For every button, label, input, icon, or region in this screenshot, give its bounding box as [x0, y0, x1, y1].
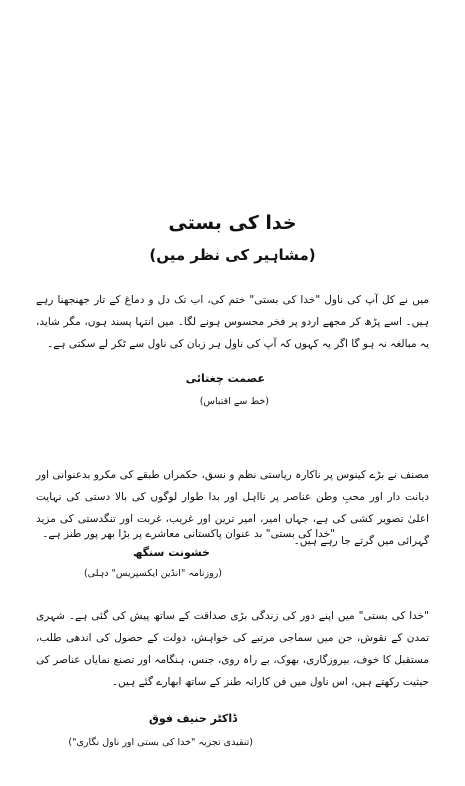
review-1-text: میں نے کل آپ کی ناول "خدا کی بستی" ختم کی، اب تک دل و دماغ کے تار جھنجھنا رہے ہیں۔ اسے پڑھ کر مجھے اردو پر فخر محسوس ہونے لگا۔ میں انتہا پسند ہوں، مگر شاید، یہ مبالغہ نہ ہو گا اگر یہ کہوں کہ آپ کی ناول ہر زبان کی ناول سے ٹکر لے سکتی ہے۔ — [36, 294, 429, 350]
review-2-text: مصنف نے بڑے کینوس پر ناکارہ ریاستی نظم و نسق، حکمراں طبقے کی مکرو بدعنوانی اور دیانت دار اور محبِ وطن عناصر پر نااہل اور بدا طوار لوگوں کی بالا دستی کی نہایت اعلیٰ تصویر کشی کی ہے، جہاں امیر، امیر ترین اور غریب، غربت اور تنگدستی کی مزید گہرائی میں گرتے جا رہے ہیں۔ — [36, 469, 429, 547]
review-1-source: (خط سے اقتباس) — [199, 396, 269, 407]
review-3-author: ڈاکٹر حنیف فوق — [149, 712, 237, 725]
review-3-text: "خدا کی بستی" میں اپنے دور کی زندگی بڑی صداقت کے ساتھ پیش کی گئی ہے۔ شہری تمدن کے نقوش، جن میں سماجی مرتبے کی خواہش، دولت کے حصول کی اندھی طلب، مستقبل کا خوف، بیروزگاری، بھوک، بے راہ روی، جنس، ہنگامہ اور تصنع نمایاں عناصر کی حیثیت رکھتے ہیں، اس ناول میں فن کارانہ طنز کے ساتھ ابھارے گئے ہیں۔ — [36, 610, 429, 688]
review-2-quote: "خدا کی بستی" بد عنوان پاکستانی معاشرے پر بڑا بھر پور طنز ہے۔ — [42, 528, 335, 540]
review-2-author: خشونت سنگھ — [132, 546, 210, 559]
review-3-source: (تنقیدی تجزیہ "خدا کی بستی اور ناول نگاری") — [68, 737, 253, 748]
review-2-source: (روزنامہ "انڈین ایکسپریس" دہلی) — [83, 568, 222, 579]
page-title: خدا کی بستی — [168, 212, 297, 234]
review-1-author: عصمت چغتائی — [185, 372, 265, 385]
page-subtitle: (مشاہیر کی نظر میں) — [149, 246, 316, 264]
